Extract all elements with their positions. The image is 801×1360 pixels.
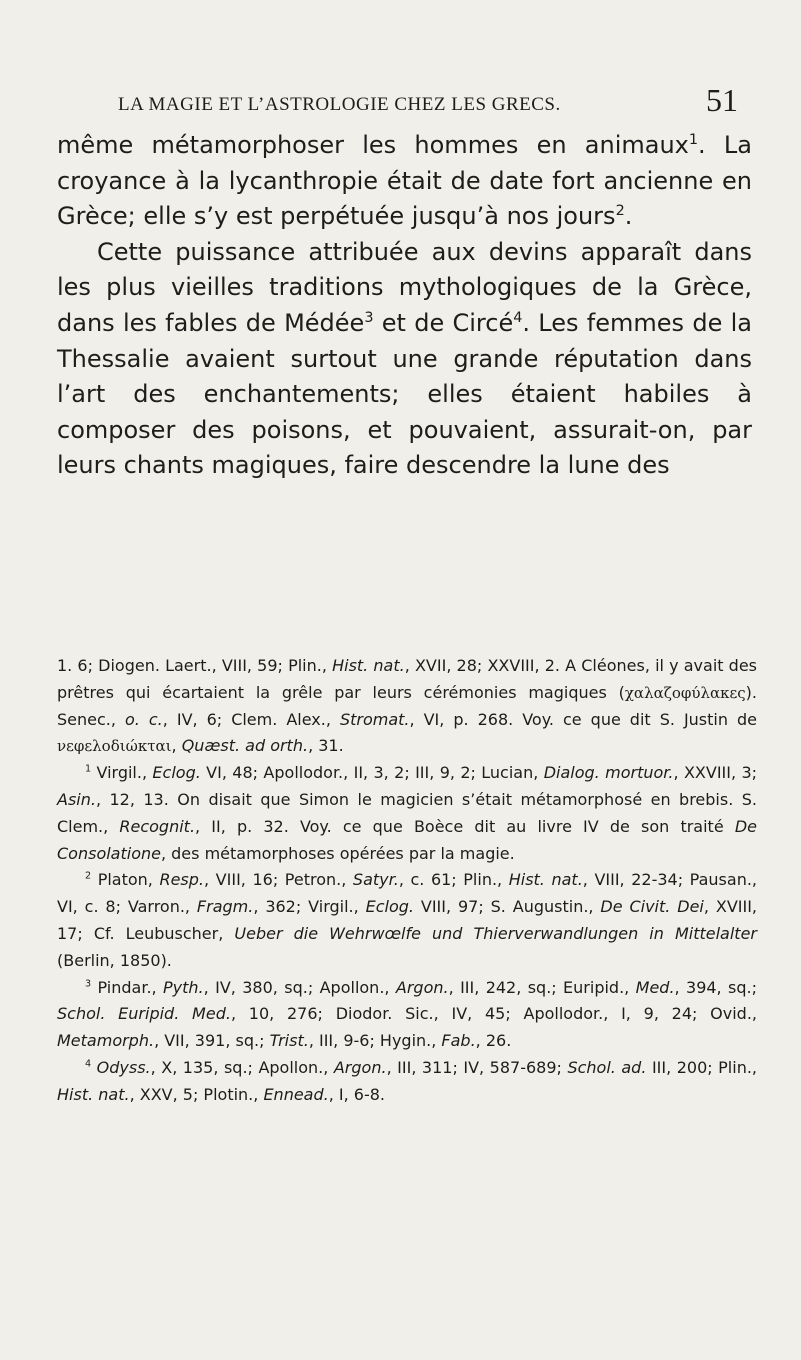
text-run: , 394, sq.; (674, 977, 757, 997)
text-run: 1. 6; Diogen. Laert., VIII, 59; Plin., (57, 656, 333, 675)
citation-title: Metamorph. (57, 1031, 155, 1051)
text-run: VI, 48; Apollodor., II, 3, 2; III, 9, 2; Lucian, (200, 763, 544, 783)
page-number: 51 (706, 82, 738, 118)
text-run: , VI, p. 268. Voy. ce que dit S. Justin de (409, 709, 758, 729)
paragraph (57, 128, 752, 235)
citation-title: Resp. (159, 870, 205, 890)
citation-title: Argon. (333, 1057, 387, 1077)
footnote-ref: 4 (513, 309, 523, 326)
text-run: , (171, 736, 182, 756)
text-run: même métamorphoser les hommes en animaux (57, 131, 689, 159)
text-run: , 12, 13. On disait que Simon le magicien s’était métamorphosé en brebis. S. Clem., (57, 789, 757, 836)
text-run: , XVIII, 17; Cf. Leubuscher, (57, 897, 758, 943)
text-run: , 26. (475, 1031, 512, 1051)
text-run: , IV, 380, sq.; Apollon., (203, 977, 396, 997)
text-run: , II, p. 32. Voy. ce que Boèce dit au livre IV de son traité (195, 816, 735, 836)
footnote (57, 1055, 757, 1109)
citation-title: Schol. Euripid. Med. (57, 1004, 231, 1024)
text-run: ). Senec., (57, 682, 757, 729)
footnote-number: 2 (85, 871, 92, 883)
footnote-ref: 2 (615, 203, 625, 220)
running-head-title: LA MAGIE ET L’ASTROLOGIE CHEZ LES GRECS. (118, 94, 561, 115)
text-run: , III, 242, sq.; Euripid., (448, 977, 636, 997)
citation-title: De Consolatione (57, 816, 757, 863)
citation-title: Schol. ad. (567, 1057, 647, 1077)
text-run: , III, 311; IV, 587-689; (386, 1057, 568, 1077)
citation-title: Hist. nat. (332, 656, 405, 675)
footnote-ref: 3 (364, 309, 374, 326)
text-run: , 362; Virgil., (253, 897, 366, 917)
citation-title: Eclog. (152, 763, 201, 783)
text-run: , 10, 276; Diodor. Sic., IV, 45; Apollodor., I, 9, 24; Ovid., (230, 1004, 758, 1024)
citation-title: Recognit. (119, 816, 196, 836)
text-run: , XXV, 5; Plotin., (129, 1084, 264, 1104)
citation-title: Satyr. (352, 870, 399, 890)
citation-title: Asin. (57, 789, 96, 809)
footnote (57, 867, 757, 974)
text-run: , 31. (308, 736, 344, 756)
citation-title: Hist. nat. (508, 870, 583, 890)
text-run: . (624, 202, 633, 231)
text-run: III, 200; Plin., (646, 1057, 758, 1077)
citation-title: Argon. (395, 977, 449, 997)
citation-title: Trist. (269, 1031, 309, 1051)
footnote (57, 975, 757, 1055)
footnote-number: 1 (85, 763, 92, 775)
text-run: , VIII, 16; Petron., (204, 870, 353, 890)
text-run: , X, 135, sq.; Apollon., (150, 1057, 334, 1077)
text-run: , VII, 391, sq.; (154, 1031, 270, 1051)
footnotes (57, 653, 757, 1109)
greek-word: νεφελοδιώκται (57, 737, 172, 756)
text-run: VIII, 97; S. Augustin., (414, 897, 601, 917)
text-run: (Berlin, 1850). (57, 950, 172, 970)
footnote-ref: 1 (688, 132, 699, 148)
text-run: Virgil., (91, 763, 153, 783)
running-head (118, 82, 738, 122)
text-run: , III, 9-6; Hygin., (308, 1031, 442, 1051)
citation-title: o. c. (124, 709, 163, 729)
footnote (57, 653, 757, 760)
text-run: , c. 61; Plin., (398, 870, 509, 890)
text-run: . La croyance à la lycanthropie était de date fort ancienne en Grèce; elle s’y est perpétuée jusqu’à nos jours (57, 131, 752, 231)
main-text (57, 128, 752, 484)
text-run: Pindar., (91, 977, 164, 997)
citation-title: Stromat. (339, 709, 410, 729)
citation-title: De Civit. Dei (600, 897, 704, 917)
text-run: . Les femmes de la Thessalie avaient surtout une grande réputation dans l’art des enchantements; elles étaient habiles à composer des poisons, et pouvaient, assurait-on, par leurs chants magiques, faire descendre la lune des (57, 308, 752, 480)
citation-title: Quæst. ad orth. (181, 736, 309, 756)
greek-word: χαλαζοφύλακες (624, 683, 746, 702)
footnote-number: 3 (85, 978, 92, 990)
citation-title: Pyth. (163, 977, 204, 997)
text-run: , XXVIII, 3; (673, 763, 758, 783)
text-run: , XVII, 28; XXVIII, 2. A Cléones, il y avait des prêtres qui écartaient la grêle par leurs cérémonies magiques ( (57, 656, 758, 702)
citation-title: Med. (635, 977, 675, 997)
citation-title: Odyss. (96, 1057, 151, 1077)
text-run: et de Circé (373, 308, 514, 337)
text-run: Platon, (91, 870, 160, 890)
citation-title: Fragm. (196, 897, 254, 917)
footnote-number: 4 (85, 1058, 92, 1070)
text-run: , des métamorphoses opérées par la magie. (160, 843, 515, 863)
citation-title: Hist. nat. (57, 1084, 130, 1104)
citation-title: Ennead. (263, 1084, 329, 1104)
citation-title: Eclog. (365, 897, 414, 917)
citation-title: Dialog. mortuor. (543, 763, 674, 783)
text-run: Cette puissance attribuée aux devins apparaît dans les plus vieilles traditions mythologiques de la Grèce, dans les fables de Médée (57, 237, 752, 337)
footnote (57, 760, 757, 867)
citation-title: Ueber die Wehrwœlfe und Thierverwandlungen in Mittelalter (234, 923, 757, 943)
citation-title: Fab. (441, 1031, 476, 1051)
text-run: , VIII, 22-34; Pausan., VI, c. 8; Varron., (57, 870, 758, 917)
text-run: , I, 6-8. (328, 1084, 385, 1104)
text-run: , IV, 6; Clem. Alex., (162, 709, 340, 729)
paragraph (57, 235, 752, 484)
